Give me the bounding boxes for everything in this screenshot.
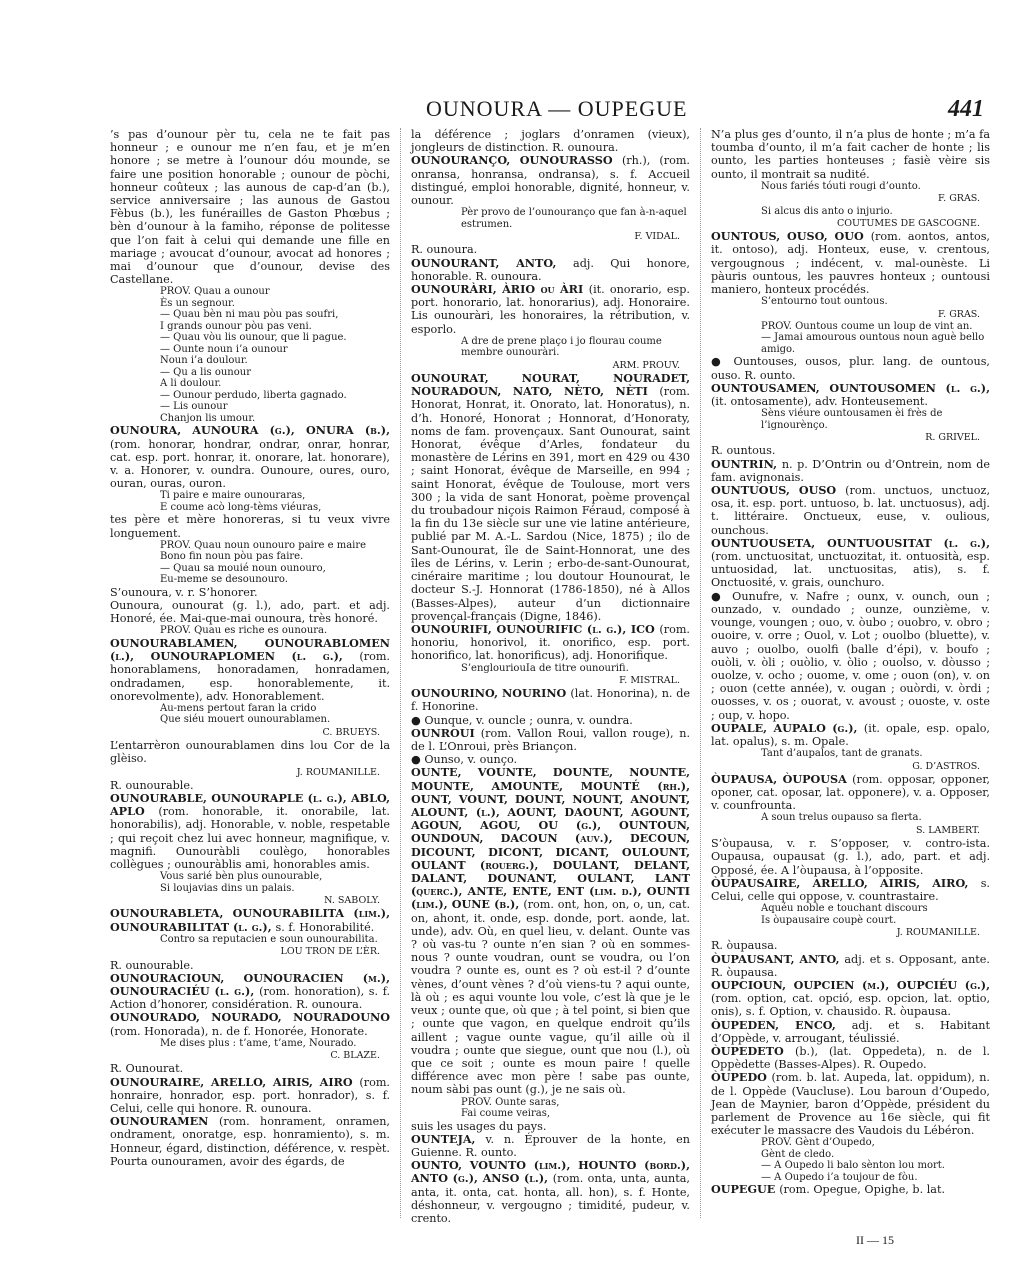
dictionary-entry xyxy=(110,424,390,490)
dictionary-entry xyxy=(711,382,990,408)
quotation-attribution: J. ROUMANILLE. xyxy=(296,766,380,778)
entry-headword: OUNOURAIRE, ARELLO, AIRIS, AIRO xyxy=(110,1074,360,1089)
entry-headword: OUNTEJA, xyxy=(411,1131,486,1146)
quotation-attribution: F. VIDAL. xyxy=(634,231,680,243)
entry-definition: (rom. Honorat, Honrat, it. Onorato, lat. Honoratus), n. d’h. Honoré, Honorat ; Honnorat, d’Honoraty, noms de fam. provençaux. Sant Ounourat, saint Honorat, évêque d’Arles, fondateur du monastère de Lérins en 391, mort en 429 ou 430 ; saint Honorat, évêque de Marseille, en 994 ; saint Honorat, évêque de Toulouse, mort vers 300 ; la vida de sant Honorat, poème provençal du troubadour niçois Raimon Féraud, composé à la fin du 13e siècle sur une vie latine antérieure, publié par M. A.-L. Sardou (Nice, 1875) ; ilo de Sant-Ounourat, île de Saint-Honnorat, une des îles de Lérins, v. Lerin ; erbo-de-sant-Ounourat, cinéraire maritime ; lou doutour Hounourat, le docteur S.-J. Honnorat (1786-1850), né à Allos (Basses-Alpes), auteur d’un dictionnaire provençal-français (Digne, 1846). xyxy=(411,385,690,623)
dictionary-entry xyxy=(110,907,390,933)
quotation-attribution: F. GRAS. xyxy=(938,193,980,205)
quotation-attribution: R. GRIVEL. xyxy=(925,432,980,444)
text-paragraph: R. ounoura. xyxy=(411,243,478,257)
text-paragraph: Ounoura, ounourat (g. l.), ado, part. et adj. Honoré, ée. Mai-que-mai ounoura, très honoré. xyxy=(110,599,390,626)
dictionary-entry xyxy=(711,537,990,590)
entry-headword: OUNOURABLE, OUNOURAPLE (l. g.), ABLO, APLO xyxy=(110,791,390,819)
dictionary-entry xyxy=(110,1115,390,1168)
quotation-attribution: J. ROUMANILLE. xyxy=(896,927,980,939)
entry-definition: (rom. honorar, hondrar, ondrar, onrar, honrar, cat. esp. port. honrar, it. onorare, lat. honorare), v. a. Honorer, v. oundra. Ounoure, oures, ouro, ouran, ouras, ouron. xyxy=(110,437,390,491)
quotation-verse: Me dises plus : t’ame, t’ame, Nourado. xyxy=(160,1037,357,1049)
text-paragraph: L’entarrèron ounourablamen dins lou Cor de la glèiso. xyxy=(110,739,390,766)
quotation-verse: PROV. Quau a ounour Ès un segnour. — Quau bèn ni mau pòu pas soufri, I grands ounour pòu pas veni. — Quau vòu lis ounour, que li pague. — Ounte noun i’a ounour Noun i’a doulour. — Qu a lis ounour A li doulour. — Ounour perdudo, liberta gagnado. — Lis ounour Chanjon lis umour. xyxy=(160,286,347,424)
quotation-verse: S’englouriouIa de titre ounourifi. xyxy=(461,662,629,674)
text-paragraph: ● Ounque, v. ouncle ; ounra, v. oundra. xyxy=(411,713,633,727)
dictionary-entry xyxy=(411,372,690,623)
quotation-attribution: N. SABOLY. xyxy=(324,895,380,907)
signature-mark: II — 15 xyxy=(856,1233,894,1247)
dictionary-entry xyxy=(110,972,390,1012)
dictionary-entry xyxy=(711,722,990,748)
dictionary-entry xyxy=(711,877,990,903)
entry-definition: adj. et s. Habitant d’Oppède, v. arrougant, téulissié. xyxy=(711,1018,990,1045)
dictionary-entry xyxy=(411,257,690,283)
entry-headword: OUNOURINO, NOURINO xyxy=(411,686,571,701)
entry-headword: OUNOURANT, ANTO, xyxy=(411,255,574,270)
quotation-verse: Nous fariés tóuti rougi d’ounto. xyxy=(761,180,921,192)
entry-definition: s. f. Honorabilité. xyxy=(275,920,375,934)
column-left xyxy=(100,128,400,1218)
dictionary-entry xyxy=(711,773,990,813)
entry-headword: OUPEGUE xyxy=(711,1182,780,1197)
text-paragraph: ’s pas d’ounour pèr tu, cela ne te fait pas honneur ; e ounour me n’en fau, et je m’en honore ; se metre à l’ounour dóu mounde, se faire une position honorable ; ounour de pòchi, honneur coûteux ; las aunous de cap-d’an (b.), service anniversaire ; las aunous de Gastou Fèbus (b.), les funérailles de Gaston Phœbus ; bèn d’ounour à la famiho, réponse de politesse que l’on fait à celui qui demande une fille en mariage ; avoucat d’ounour, avocat ad honores ; mai d’ounour que d’ounour, devise des Castellane. xyxy=(110,128,390,287)
entry-definition: (rom. aontos, antos, it. ontoso), adj. Honteux, euse, v. crentous, vergougnous ; indécent, v. mal-ounèste. Li pàuris ountous, les pauvres honteux ; ountousi maniero, honteux procédés. xyxy=(711,230,990,297)
dictionary-entry xyxy=(711,1019,990,1045)
entry-headword: OUNOURABLETA, OUNOURABILITA (lim.), OUNOURABILITAT (l. g.), xyxy=(110,906,390,934)
entry-definition: (it. onorario, esp. port. honorario, lat. honorarius), adj. Honoraire. Lis ounouràri, les honoraires, la rétribution, v. esporlo. xyxy=(411,283,690,336)
entry-headword: OUNOURACIOUN, OUNOURACIEN (m.), OUNOURACIÉU (l. g.), xyxy=(110,970,390,998)
quotation-attribution: C. BRUEYS. xyxy=(322,726,380,738)
text-paragraph: la déférence ; joglars d’onramen (vieux), jongleurs de distinction. R. ounoura. xyxy=(411,128,690,155)
entry-definition: adj. et s. Opposant, ante. R. òupausa. xyxy=(711,952,990,979)
dictionary-entry xyxy=(411,623,690,663)
quotation-verse: A soun trelus oupauso sa flerta. xyxy=(761,812,922,824)
text-paragraph: R. ounourable. xyxy=(110,778,194,792)
entry-definition: v. n. Éprouver de la honte, en Guienne. R. ounto. xyxy=(411,1132,690,1159)
dictionary-entry xyxy=(411,727,690,753)
entry-definition: (lat. Honorina), n. de f. Honorine. xyxy=(411,687,691,714)
dictionary-entry xyxy=(711,458,990,484)
dictionary-entry xyxy=(110,1076,390,1116)
quotation-verse: Vous sarié bèn plus ounourable, Si loujavias dins un palais. xyxy=(160,871,323,894)
dictionary-entry xyxy=(110,792,390,871)
dictionary-entry xyxy=(110,1011,390,1037)
dictionary-entry xyxy=(411,766,690,1096)
entry-headword: OUPALE, AUPALO (g.), xyxy=(711,720,864,735)
quotation-verse: Contro sa reputacien e soun ounourabilita. xyxy=(160,933,378,945)
dictionary-entry xyxy=(110,637,390,703)
quotation-verse: S’entourno tout ountous. xyxy=(761,296,888,308)
quotation-verse: Ti paire e maire ounouraras, E coume acò long-tèms viéuras, xyxy=(160,490,322,513)
entry-definition: (rom. option, cat. opció, esp. opcion, lat. optio, onis), s. f. Option, v. chausido. R. òupausa. xyxy=(711,992,990,1019)
entry-definition: (it. opale, esp. opalo, lat. opalus), s. m. Opale. xyxy=(711,721,990,748)
entry-definition: s. Celui, celle qui oppose, v. countrastaire. xyxy=(711,876,990,903)
quotation-attribution: COUTUMES DE GASCOGNE. xyxy=(836,218,980,230)
entry-headword: OUNOURANÇO, OUNOURASSO xyxy=(411,153,622,168)
entry-headword: ÒUPEDO xyxy=(711,1070,772,1085)
quotation-verse: Aquéu noble e touchant discours Is òupausaire coupè court. xyxy=(761,903,928,926)
page-header xyxy=(96,96,984,126)
entry-headword: OUNOURABLAMEN, OUNOURABLOMEN (l.), OUNOURAPLOMEN (l. g.), xyxy=(110,635,390,664)
dictionary-entry xyxy=(411,283,690,336)
quotation-verse: Si alcus dis anto o injurio. xyxy=(761,205,893,217)
entry-definition: (rom. ont, hon, on, o, un, cat. on, ahont, it. onde, esp. donde, port. aonde, lat. unde), adv. Où, en quel lieu, v. delant. Ounte vas ? où vas-tu ? ounte n’en sian ? où en sommes-nous ? ounte voudran, ount se voudra, ou l’on voudra ? ounte es, ount es ? où est-il ? d’ounte vènes, d’ount vènes ? d’où viens-tu ? aqui ounte, là où ; es aqui vounte lou vole, c’est là que je le veux ; ounte que, où que ; à tel point, si bien que ; ounte que vagon, en quelque endroit qu’ils aillent ; vague ounte vague, qu’il aille où il voudra ; ounte que siegue, ount que nou (l.), où que ce soit ; ounte es moun paire ! quelle différence avec mon père ! sabe pas ounte, noum sàbi pas ount (g.), je ne sais où. xyxy=(411,898,690,1097)
quotation-attribution: F. GRAS. xyxy=(938,308,980,320)
entry-headword: OUNOURAT, NOURAT, NOURADET, NOURADOUN, NATO, NÈTO, NÈTI xyxy=(411,371,690,399)
entry-headword: OUNTRIN, xyxy=(711,456,782,471)
entry-definition: (rom. honrament, onramen, ondrament, onoratge, esp. honramiento), s. m. Honneur, égard, distinction, déférence, v. respèt. Pourta ounouramen, avoir des égards, de xyxy=(110,1115,390,1168)
entry-definition: (rom. Vallon Roui, vallon rouge), n. de l. L’Onroui, près Briançon. xyxy=(411,726,690,754)
running-title: OUNOURA — OUPEGUE xyxy=(426,96,688,121)
text-paragraph: S’òupausa, v. r. S’opposer, v. contro-ista. Oupausa, oupausat (g. l.), ado, part. et adj. Opposé, ée. A l’òupausa, à l’opposite. xyxy=(711,837,990,877)
entry-headword: OUNTOUSAMEN, OUNTOUSOMEN (l. g.), xyxy=(711,380,990,395)
entry-definition: (rom. honorable, it. onorabile, lat. honorabilis), adj. Honorable, v. noble, respetable ; qui reçoit chez lui avec honneur, magnifique, v. magnifi. Ounouràbli coulègo, honorables collègues ; ounouràblis ami, honorables amis. xyxy=(110,805,390,872)
entry-headword: OUNOURAMEN xyxy=(110,1114,220,1129)
dictionary-entry xyxy=(711,953,990,979)
entry-headword: OUNTE, VOUNTE, DOUNTE, NOUNTE, MOUNTE, AMOUNTE, MOUNTÉ (rh.), OUNT, VOUNT, DOUNT, NOUNT, ANOUNT, ALOUNT, (l.), AOUNT, DAOUNT, AGOUNT, AGOUN, AGOU, OU (g.), OUNTOUN, OUNDOUN, DACOUN (auv.), DECOUN, DICOUNT, DICONT, DICANT, OULOUNT, OULANT (rouerg.), DOULANT, DELANT, DALANT, DOUNANT, OULANT, LANT (querc.), ANTE, ENTE, ENT (lim. d.), OUNTI (lim.), OUNE (b.), xyxy=(411,765,690,912)
dictionary-entry xyxy=(711,979,990,1019)
quotation-attribution: C. BLAZE. xyxy=(330,1050,380,1062)
quotation-verse: Pèr provo de l’ounouranço que fan à-n-aquel estrumen. xyxy=(461,207,687,230)
quotation-verse: PROV. Ounte saras, Fai coume veiras, xyxy=(461,1096,560,1120)
text-paragraph: R. òupausa. xyxy=(711,939,778,953)
dictionary-entry xyxy=(411,154,690,207)
quotation-attribution: G. D’ASTROS. xyxy=(912,760,980,772)
quotation-verse: A dre de prene plaço i jo flourau coume membre ounouràri. xyxy=(461,335,662,359)
column-right xyxy=(700,128,1000,1218)
quotation-attribution: ARM. PROUV. xyxy=(612,359,680,371)
entry-headword: OUPCIOUN, OUPCIEN (m.), OUPCIÉU (g.), xyxy=(711,977,990,992)
quotation-verse: Tant d’aupalos, tant de granats. xyxy=(761,748,923,760)
text-paragraph: R. ountous. xyxy=(711,444,776,458)
dictionary-entry xyxy=(711,484,990,537)
entry-headword: OUNTOUS, OUSO, OUO xyxy=(711,229,871,244)
entry-definition: (rom. unctuos, unctuoz, osa, it. esp. port. untuoso, b. lat. unctuosus), adj. t. littéraire. Onctueux, euse, v. oulious, ounchous. xyxy=(711,484,990,537)
quotation-verse: PROV. Gènt d’Oupedo, Gènt de cledo. — A Oupedo li balo sènton lou mort. — A Oupedo i’a toujour de fòu. xyxy=(761,1137,945,1183)
quotation-verse: PROV. Quau es riche es ounoura. xyxy=(160,625,328,637)
entry-definition: n. p. D’Ontrin ou d’Ontrein, nom de fam. avignonais. xyxy=(711,457,990,484)
text-paragraph: ● Ounufre, v. Nafre ; ounx, v. ounch, oun ; ounzado, v. oundado ; ounze, ounzième, v. vounge, voungen ; ouo, v. òubo ; ouobro, v. obro ; ouoire, v. orre ; Ouol, v. Lot ; ouolbo (bluette), v. auvo ; ouolbo, ouolfi (balle d’épi), v. boufo ; ouòli, v. òli ; ouòlio, v. òlio ; ouolso, v. dòusso ; ouolze, v. ocho ; ouome, v. ome ; ouon (on), v. on ; ouon (cette année), v. ougan ; ouòrdi, v. òrdi ; ouosses, v. os ; ouorat, v. avoust ; ouoste, v. oste ; oup, v. hopo. xyxy=(711,589,990,722)
column-middle xyxy=(400,128,700,1225)
entry-headword: ÒUPAUSAIRE, ARELLO, AIRIS, AIRO, xyxy=(711,875,981,890)
entry-definition: adj. Qui honore, honorable. R. ounoura. xyxy=(411,256,690,283)
entry-headword: OUNTUOUS, OUSO xyxy=(711,483,846,498)
entry-headword: OUNROUI xyxy=(411,725,481,740)
text-paragraph: N’a plus ges d’ounto, il n’a plus de honte ; m’a fa toumba d’ounto, il m’a fait cacher de honte ; lis ounto, les parties honteuses ; fasiè vèire sis ounto, il montrait sa nudité. xyxy=(711,128,990,181)
entry-definition: (rom. honoration), s. f. Action d’honorer, considération. R. ounoura. xyxy=(110,984,390,1012)
dictionary-entry xyxy=(711,1045,990,1071)
dictionary-entry xyxy=(411,687,690,713)
dictionary-entry xyxy=(711,1071,990,1137)
entry-definition: (rh.), (rom. onransa, honransa, ondransa), s. f. Accueil distingué, emploi honorable, dignité, honneur, v. ounour. xyxy=(411,154,690,208)
entry-definition: (rom. Honorada), n. de f. Honorée, Honorate. xyxy=(110,1024,368,1038)
entry-definition: (rom. Opegue, Opighe, b. lat. xyxy=(779,1183,945,1197)
dictionary-entry xyxy=(411,1159,690,1225)
quotation-attribution: S. LAMBERT. xyxy=(916,824,980,836)
text-paragraph: ● Ounso, v. ounço. xyxy=(411,753,518,767)
entry-definition: (rom. b. lat. Aupeda, lat. oppidum), n. de l. Oppède (Vaucluse). Lou baroun d’Oupedo, Jean de Maynier, baron d’Oppède, président du parlement de Provence au 16e siècle, qui fit exécuter le massacre des Vaudois du Lébéron. xyxy=(711,1071,990,1138)
entry-definition: (it. ontosamente), adv. Honteusement. xyxy=(711,395,928,409)
entry-headword: OUNOURIFI, OUNOURIFIC (l. g.), ICO xyxy=(411,621,660,636)
entry-definition: (rom. opposar, opponer, oponer, cat. oposar, lat. opponere), v. a. Opposer, v. counfrounta. xyxy=(711,772,990,813)
entry-definition: (b.), (lat. Oppedeta), n. de l. Oppèdette (Basses-Alpes). R. Oupedo. xyxy=(711,1044,990,1072)
entry-headword: ÒUPEDETO xyxy=(711,1043,796,1058)
quotation-verse: Sèns viéure ountousamen èi frès de l’ignourènço. xyxy=(761,408,943,431)
text-paragraph: tes père et mère honoreras, si tu veux vivre longuement. xyxy=(110,513,390,540)
page-number: 441 xyxy=(948,96,984,122)
text-paragraph: R. ounourable. xyxy=(110,958,194,972)
entry-headword: ÒUPAUSANT, ANTO, xyxy=(711,951,845,966)
entry-headword: OUNOURA, AUNOURA (g.), ONURA (b.), xyxy=(110,423,390,438)
entry-headword: OUNTUOUSETA, OUNTUOUSITAT (l. g.), xyxy=(711,535,990,550)
entry-headword: OUNTO, VOUNTO (lim.), HOUNTO (bord.), ANTO (g.), ANSO (l.), xyxy=(411,1158,690,1186)
text-paragraph: S’ounoura, v. r. S’honorer. xyxy=(110,585,258,599)
text-paragraph: ● Ountouses, ousos, plur. lang. de ountous, ouso. R. ounto. xyxy=(711,355,990,382)
quotation-verse: PROV. Ountous coume un loup de vint an. — Jamai amourous ountous noun aguè bello amigo. xyxy=(761,320,985,355)
dictionary-entry xyxy=(711,1183,990,1196)
entry-definition: (rom. onta, unta, aunta, anta, it. onta, cat. honta, all. hon), s. f. Honte, déshonneur, v. vergougno ; timidité, pudeur, v. crento. xyxy=(411,1172,690,1225)
text-columns xyxy=(100,128,1000,1225)
dictionary-entry xyxy=(411,1133,690,1159)
text-paragraph: R. Ounourat. xyxy=(110,1062,184,1076)
entry-headword: ÒUPEDEN, ENCO, xyxy=(711,1017,852,1032)
text-paragraph: suis les usages du pays. xyxy=(411,1119,547,1133)
dictionary-entry xyxy=(711,230,990,296)
entry-definition: (rom. unctuositat, unctuozitat, it. ontuosità, esp. untuosidad, lat. unctuositas, atis), s. f. Onctuosité, v. grais, ounchuro. xyxy=(711,550,990,590)
quotation-verse: PROV. Quau noun ounouro paire e maire Bono fin noun pòu pas faire. — Quau sa mouié noun ounouro, Eu-meme se desounouro. xyxy=(160,539,367,586)
quotation-attribution: F. MISTRAL. xyxy=(619,675,680,687)
quotation-attribution: LOU TRON DE L’ÈR. xyxy=(280,946,380,958)
quotation-verse: Au-mens pertout faran la crido Que siéu mouert ounourablamen. xyxy=(160,702,331,726)
entry-definition: (rom. honraire, honrador, esp. port. honrador), s. f. Celui, celle qui honore. R. ounoura. xyxy=(110,1075,390,1116)
entry-headword: OUNOURADO, NOURADO, NOURADOUNO xyxy=(110,1010,390,1025)
entry-definition: (rom. honorablamens, honoradamen, honradamen, ondradamen, esp. honorablemente, it. onorevolmente), adv. Honorablement. xyxy=(110,650,390,703)
entry-headword: OUNOURÀRI, ÀRIO ou ÀRI xyxy=(411,282,589,297)
entry-headword: ÒUPAUSA, ÒUPOUSA xyxy=(711,771,853,786)
entry-definition: (rom. honoriu, honorivol, it. onorifico, esp. port. honorifico, lat. honorificus), adj. Honorifique. xyxy=(411,622,690,663)
